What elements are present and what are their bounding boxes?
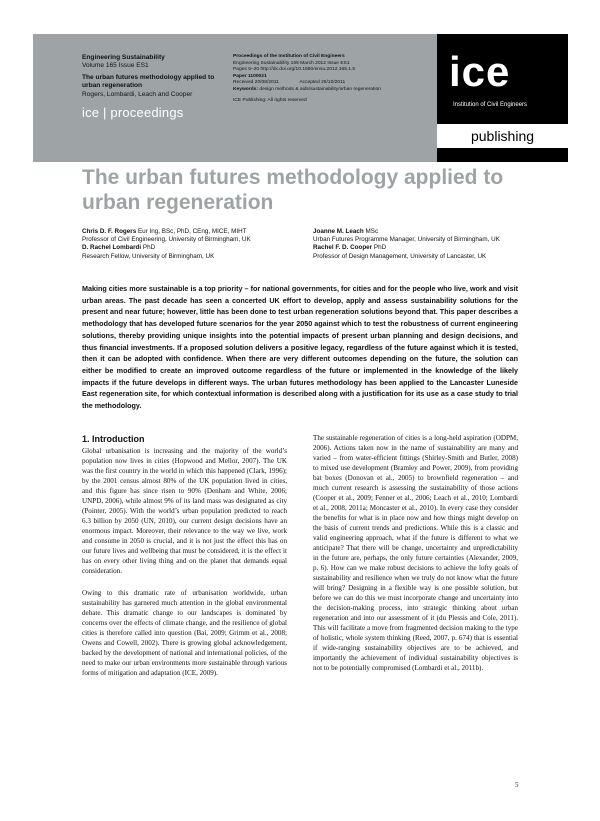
proceedings-label: Proceedings of the Institution of Civil Engineers [233,54,345,59]
received-date: Received 20/08/2011 [233,80,279,86]
author-name: Joanne M. Leach [313,228,364,235]
author-name: D. Rachel Lombardi [82,244,142,252]
author-name: Chris D. F. Rogers [82,228,137,235]
issue-line: Engineering Sustainability 165 March 2012 Issue ES1 [233,60,350,66]
authors-left-column [82,228,302,261]
keywords-text: design methods & aids/sustainability/urban regeneration [259,86,381,92]
journal-volume: Volume 165 Issue ES1 [82,62,149,70]
body-paragraph: The sustainable regeneration of cities is a long-held aspiration (ODPM, 2006). Actions taken now in the name of sustainability are many and varied – from water-efficient fittings (Shirley-Smith and Butler, 2008) to mixed use development (Bramley and Power, 2009), from providing bat boxes (Donovan et al., 2005) to brownfield regeneration – and much current research is assessing the sustainability of those actions (Cooper et al., 2009; Fenner et al., 2006; Leach et al., 2010; Lombardi et al., 2008, 2011a; Moncaster et al., 2010). In every case they consider the benefits for what is in place now and how things might develop on the basis of current trends and predictions. While this is a classic and valid engineering approach, what if the future is different to what we anticipate? That there will be change, uncertainty and unpredictability in the future are, perhaps, the only future certainties (Alexander, 2009, p. 6). How can we make robust decisions to achieve the lofty goals of sustainability and resilience when we truly do not know what the future will bring? Designing in a flexible way is one possible solution, but before we can do this we must incorporate change and uncertainty into the decision-making process, into strategic thinking about urban regeneration and into our assessment of it (du Plessis and Cole, 2011). This will facilitate a move from fragmented decision making to the type of holistic, whole system thinking (Reed, 2007, p. 674) that is essential if wide-ranging sustainability objectives are to be achieved, and importantly the achievement of individual sustainability objectives is not to be potentially compromised (Lombardi et al., 2011b). [313,434,518,672]
ice-proceedings-brand: ice | proceedings [82,105,184,121]
authors-short: Rogers, Lombardi, Leach and Cooper [82,90,193,98]
abstract: Making cities more sustainable is a top priority – for national governments, for cities and for the people who live, work and visit urban areas. The past decade has seen a concerted UK effort to develop, apply and assess sustainability solutions for the present and near future; however, little has been done to test urban regeneration solutions beyond that. This paper describes a methodology that has developed future scenarios for the year 2050 against which to test the robustness of current engineering solutions, thereby providing unique insights into the potential impacts of present urban planning and design decisions, and thus financial investments. If a proposed solution delivers a positive legacy, regardless of the future against which it is tested, then it can be adopted with confidence. When there are very different outcomes depending on the future, the solution can either be modified to create an improved outcome regardless of the future or implemented in the knowledge of the likely impacts if the future develops in different ways. The urban futures methodology has been applied to the Lancaster Luneside East regeneration site, for which contextual information is described along with a justification for its use as a case study to trial the methodology. [82,284,518,411]
body-column-right [313,433,518,685]
author-affiliation: Research Fellow, University of Birmingham, UK [82,252,215,260]
journal-name: Engineering Sustainability [82,54,165,61]
author-entry [313,244,543,252]
short-title: The urban futures methodology applied to urban regeneration [82,73,215,90]
publishing-label: publishing [437,124,568,148]
body-column-left [82,433,287,690]
authors-right-column [313,228,543,261]
pages-doi-line[interactable]: Pages 5–20 http://dx.doi.org/10.1680/ensu.2012.165.1.5 [233,67,356,73]
author-affiliation: Professor of Design Management, University of Lancaster, UK [313,252,487,260]
author-entry [82,244,302,252]
author-entry [82,228,302,236]
section-heading: 1. Introduction [82,434,145,444]
author-name: Rachel F. D. Cooper [313,244,373,252]
dates-line [233,80,423,87]
journal-info-block [82,54,232,121]
author-entry [313,228,543,236]
author-affiliation: Professor of Civil Engineering, University of Birmingham, UK [82,236,251,244]
body-paragraph: Owing to this dramatic rate of urbanisation worldwide, urban sustainability has garnered much attention in the global environmental debate. This dramatic change to our landscapes is dominated by concerns over the effects of climate change, and the resilience of global cities is therefore called into question (Bai, 2009; Grimm et al., 2008; Owens and Cowell, 2002). There is growing global acknowledgement, backed by the development of national and international policies, of the need to make our urban environments more sustainable through various forms of mitigation and adaptation (ICE, 2009). [82,589,287,677]
author-credentials: Eur Ing, BSc, PhD, CEng, MICE, MIHT [136,228,247,235]
paper-number: Paper 1100021 [233,73,267,79]
body-paragraph: Global urbanisation is increasing and the majority of the world’s population now lives in cities (Hopwood and Mellor, 2007). The UK was the first country in the world in which this happened (Clark, 1996); by the 2001 census almost 80% of the UK population lived in cities, and this figure has since risen to 90% (Denham and White, 2006; UNPD, 2006), while almost 9% of its land mass was designated as city (Pointer, 2005). With the world’s urban population predicted to reach 6.3 billion by 2050 (UN, 2010), our current design decisions have an enormous impact. Moreover, their relevance to the way we live, work and consume in 2050 is crucial, and it is not just the effect this has on our future lives and wellbeing that must be considered, it is the effect it has on every other living thing and on the planet that demands equal consideration. [82,447,287,575]
author-credentials: MSc [363,228,379,235]
publication-details [233,54,423,104]
page-number: 5 [515,781,519,789]
author-credentials: PhD [141,244,156,252]
ice-publishing-logo [437,34,568,162]
keywords-label: Keywords: [233,86,259,92]
accepted-date: Accepted 25/10/2011 [299,80,346,86]
keywords-line [233,87,423,94]
article-title: The urban futures methodology applied to urban regeneration [82,166,504,214]
copyright-notice: ICE Publishing: All rights reserved [233,97,307,103]
author-affiliation: Urban Futures Programme Manager, University of Birmingham, UK [313,236,500,244]
institution-name: Institution of Civil Engineers [453,102,528,108]
author-credentials: PhD [372,244,387,252]
ice-logo-mark: ice [449,48,511,95]
